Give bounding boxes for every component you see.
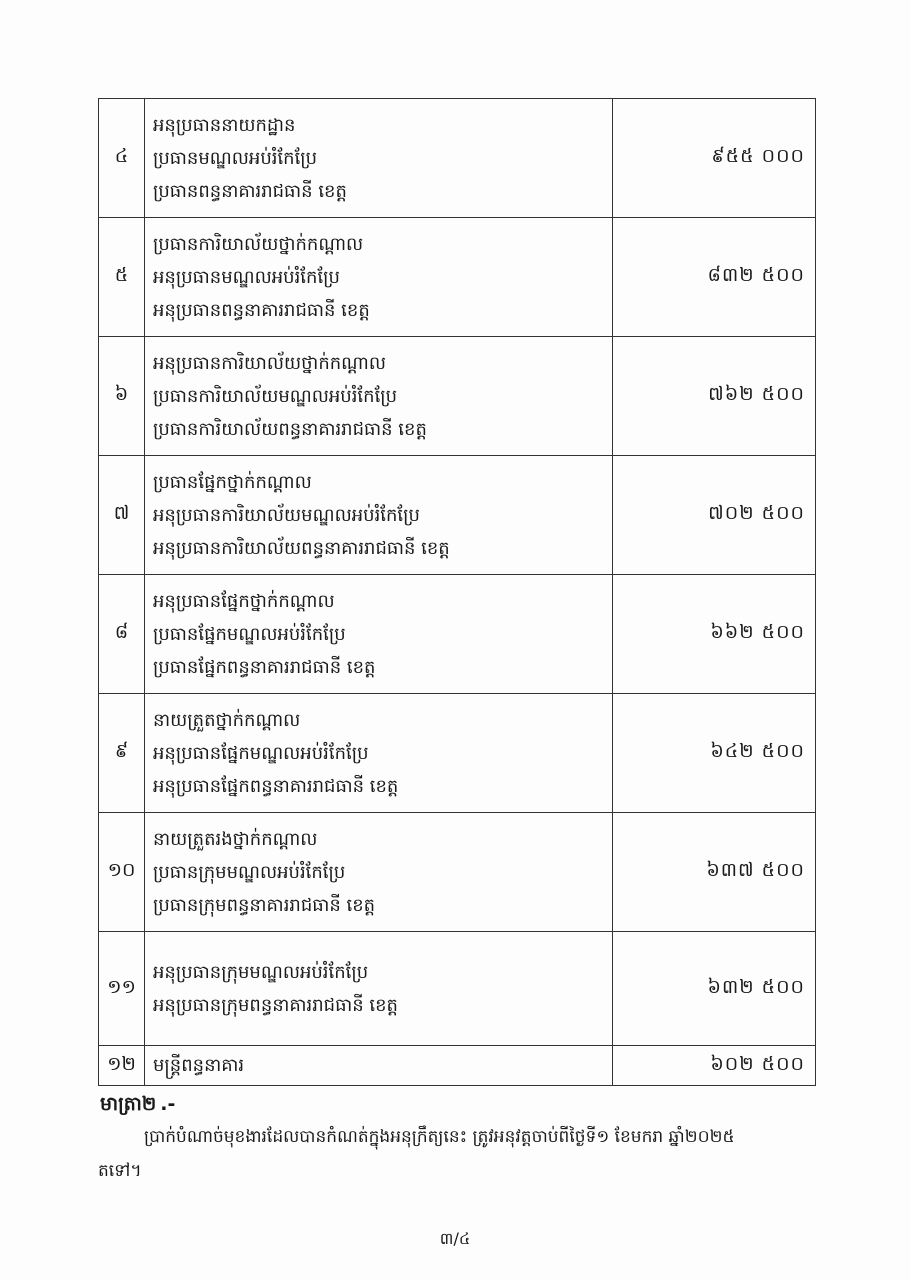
position-cell [145,218,613,337]
position-line: ប្រធានក្រុមពន្ធនាគាររាជធានី ខេត្ត [153,894,376,916]
amount-cell: ៦០២ ៥០០ [613,1046,816,1086]
position-cell [145,99,613,218]
position-line: ប្រធានការិយាល័យពន្ធនាគាររាជធានី ខេត្ត [153,418,427,440]
table-row [99,99,816,218]
amount-cell: ៧០២ ៥០០ [613,456,816,575]
row-number: ៥ [99,218,145,337]
table-row [99,218,816,337]
table-row [99,694,816,813]
article-dots: .- [160,1093,176,1115]
position-line: អនុប្រធានការិយាល័យថ្នាក់កណ្ដាល [153,352,386,374]
row-number: ១០ [99,813,145,932]
position-line: អនុប្រធាននាយកដ្ឋាន [153,114,296,136]
amount-cell: ៦៣២ ៥០០ [613,932,816,1046]
row-number: ៤ [99,99,145,218]
position-line: អនុប្រធានផ្នែកមណ្ឌលអប់រំកែប្រែ [153,742,369,764]
position-line: នាយត្រួតរងថ្នាក់កណ្ដាល [153,828,318,850]
page-number: ៣/៤ [439,1229,471,1248]
position-cell [145,456,613,575]
row-number: ៨ [99,575,145,694]
position-line: អនុប្រធានក្រុមមណ្ឌលអប់រំកែប្រែ [153,961,369,983]
position-line: ប្រធានការិយាល័យមណ្ឌលអប់រំកែប្រែ [153,385,398,407]
amount-cell: ៦៣៧ ៥០០ [613,813,816,932]
table-row [99,1046,816,1086]
amount-cell: ៦៤២ ៥០០ [613,694,816,813]
article-heading [100,1092,175,1120]
position-cell [145,932,613,1046]
position-line: ប្រធានក្រុមមណ្ឌលអប់រំកែប្រែ [153,861,346,883]
allowance-table [98,98,816,1086]
position-line: ប្រធានការិយាល័យថ្នាក់កណ្ដាល [153,233,364,255]
row-number: ៩ [99,694,145,813]
position-line: អនុប្រធានការិយាល័យមណ្ឌលអប់រំកែប្រែ [153,504,420,526]
position-cell [145,337,613,456]
position-line: អនុប្រធានពន្ធនាគាររាជធានី ខេត្ត [153,299,370,321]
amount-cell: ៦៦២ ៥០០ [613,575,816,694]
position-line: ប្រធានពន្ធនាគាររាជធានី ខេត្ត [153,180,347,202]
position-line: ប្រធានមណ្ឌលអប់រំកែប្រែ [153,147,318,169]
position-line: អនុប្រធានក្រុមពន្ធនាគាររាជធានី ខេត្ត [153,994,398,1016]
amount-cell: ៧៦២ ៥០០ [613,337,816,456]
table-row [99,932,816,1046]
position-line: អនុប្រធានការិយាល័យពន្ធនាគាររាជធានី ខេត្ត [153,537,450,559]
amount-cell: ៩៥៥ ០០០ [613,99,816,218]
position-line: មន្ត្រីពន្ធនាគារ [153,1055,245,1076]
row-number: ៧ [99,456,145,575]
article-text-line-1: ប្រាក់បំណាច់មុខងារដែលបានកំណត់ក្នុងអនុក្រឹត្យនេះ ត្រូវអនុវត្តចាប់ពីថ្ងៃទី១ ខែមករា ឆ្នាំ២០២៥ [144,1127,735,1147]
row-number: ១១ [99,932,145,1046]
row-number: ៦ [99,337,145,456]
table-row [99,575,816,694]
article-text-line-2: តទៅ។ [98,1161,142,1181]
position-line: ប្រធានផ្នែកមណ្ឌលអប់រំកែប្រែ [153,623,346,645]
position-cell [145,694,613,813]
position-cell [145,813,613,932]
position-cell [145,1046,613,1086]
position-line: អនុប្រធានផ្នែកថ្នាក់កណ្ដាល [153,590,335,612]
position-line: អនុប្រធានមណ្ឌលអប់រំកែប្រែ [153,266,340,288]
article-title: មាត្រា២ [100,1093,157,1115]
table-row [99,456,816,575]
position-cell [145,575,613,694]
position-line: នាយត្រួតថ្នាក់កណ្ដាល [153,709,301,731]
position-line: ប្រធានផ្នែកពន្ធនាគាររាជធានី ខេត្ត [153,656,376,678]
table-row [99,337,816,456]
position-line: ប្រធានផ្នែកថ្នាក់កណ្ដាល [153,471,312,493]
table-row [99,813,816,932]
position-line: អនុប្រធានផ្នែកពន្ធនាគាររាជធានី ខេត្ត [153,775,399,797]
amount-cell: ៨៣២ ៥០០ [613,218,816,337]
row-number: ១២ [99,1046,145,1086]
